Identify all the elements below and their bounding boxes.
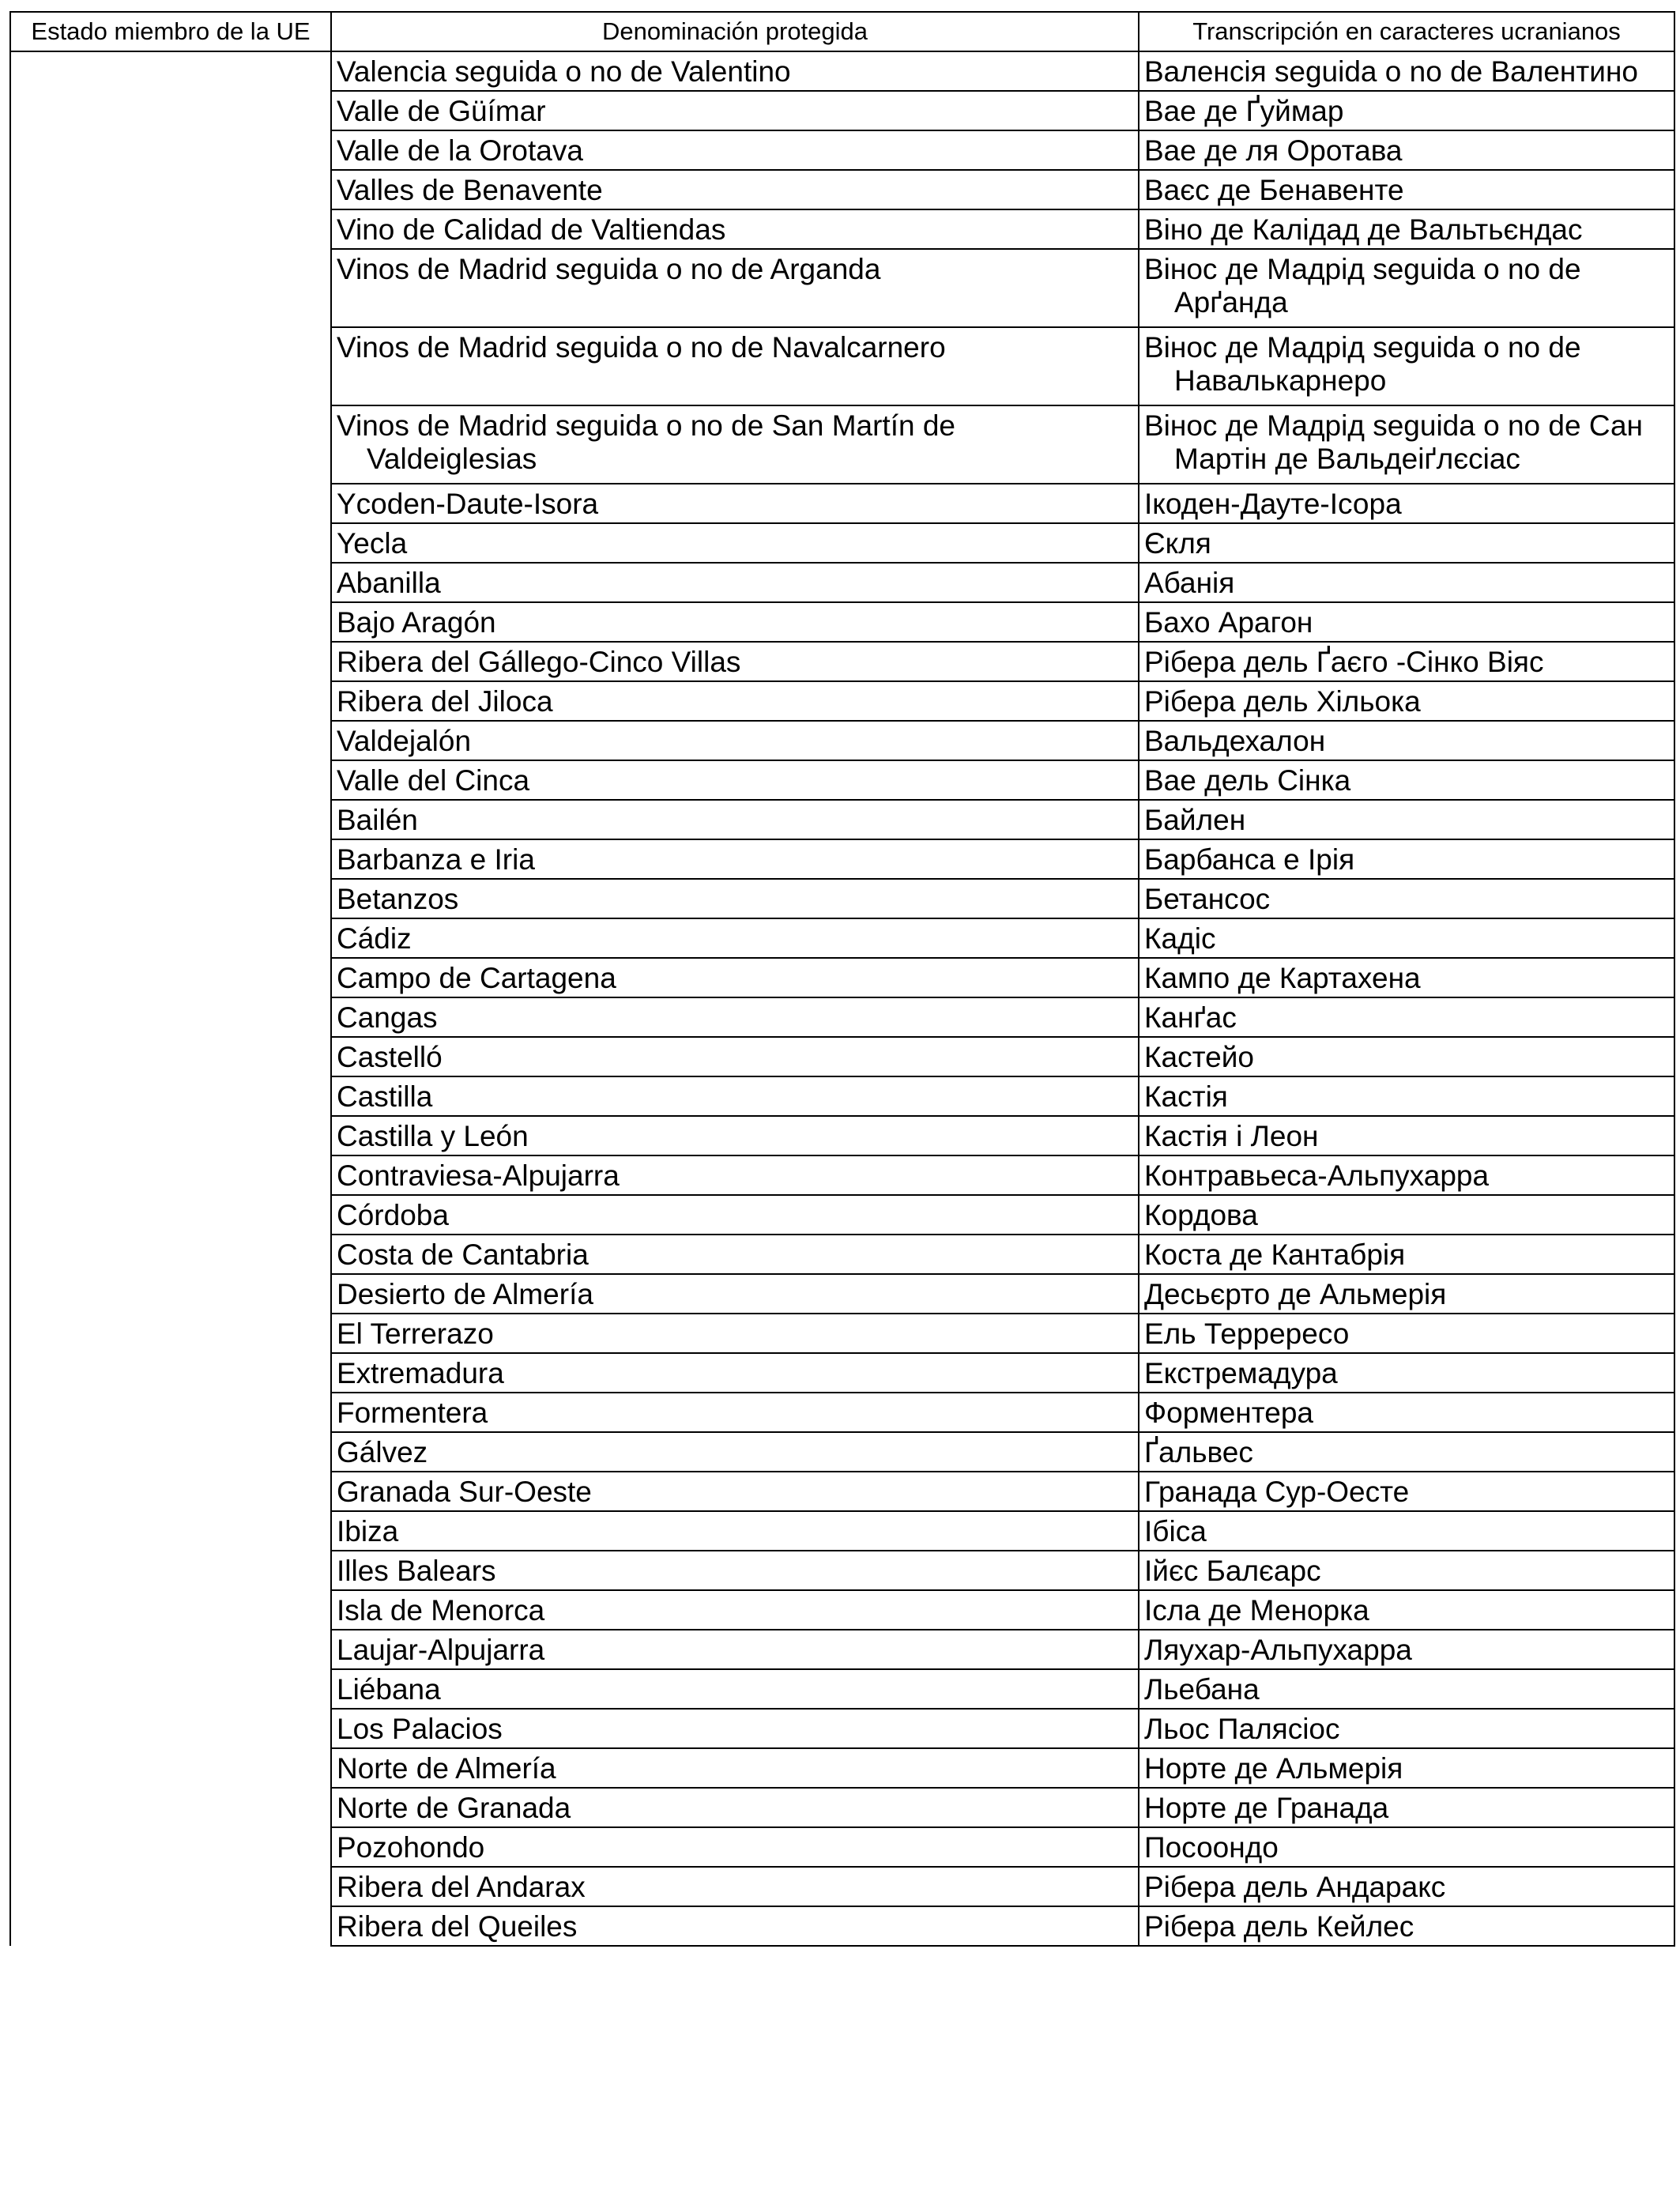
protected-name-cell	[331, 130, 1139, 170]
ukrainian-transcription-text: Льебана	[1144, 1673, 1260, 1706]
protected-name-text: Valdejalón	[337, 725, 472, 757]
ukrainian-transcription-cell	[1139, 209, 1674, 249]
ukrainian-transcription-text: Бахо Арагон	[1144, 606, 1313, 639]
protected-name-cell	[331, 839, 1139, 879]
protected-name-cell	[331, 760, 1139, 800]
protected-name-cell	[331, 1235, 1139, 1274]
protected-name-text: Castelló	[337, 1041, 443, 1073]
ukrainian-transcription-cell	[1139, 760, 1674, 800]
ukrainian-transcription-text: Ісла де Менорка	[1144, 1594, 1369, 1627]
ukrainian-transcription-cell	[1139, 1076, 1674, 1116]
protected-name-text: Granada Sur-Oeste	[337, 1476, 592, 1508]
ukrainian-transcription-text: Кадіс	[1144, 922, 1216, 955]
protected-name-text: Extremadura	[337, 1357, 504, 1389]
protected-name-cell	[331, 1393, 1139, 1432]
ukrainian-transcription-cell	[1139, 1788, 1674, 1827]
protected-name-cell	[331, 1353, 1139, 1393]
header-protected-name: Denominación protegida	[331, 12, 1139, 51]
ukrainian-transcription-text: Десьєрто де Альмерія	[1144, 1278, 1447, 1310]
ukrainian-transcription-cell	[1139, 1669, 1674, 1709]
ukrainian-transcription-cell	[1139, 563, 1674, 602]
ukrainian-transcription-cell	[1139, 1906, 1674, 1946]
ukrainian-transcription-cell	[1139, 51, 1674, 91]
protected-name-text: Córdoba	[337, 1199, 449, 1231]
ukrainian-transcription-text: Рібера дель Ґаєго -Сінко Віяс	[1144, 646, 1544, 678]
protected-name-text: Pozohondo	[337, 1831, 485, 1864]
ukrainian-transcription-text: Валенсія seguida o no de Валентино	[1144, 55, 1638, 88]
protected-name-text: Ibiza	[337, 1515, 399, 1547]
ukrainian-transcription-text: Вінос де Мадрід seguida o no de Навалькарнеро	[1144, 331, 1581, 397]
protected-name-text: Gálvez	[337, 1436, 428, 1468]
ukrainian-transcription-cell	[1139, 249, 1674, 327]
ukrainian-transcription-text: Норте де Гранада	[1144, 1792, 1389, 1824]
ukrainian-transcription-cell	[1139, 1155, 1674, 1195]
table-body	[10, 51, 1674, 1946]
protected-name-cell	[331, 1432, 1139, 1472]
ukrainian-transcription-text: Ікоден-Дауте-Ісора	[1144, 488, 1402, 520]
ukrainian-transcription-text: Абанія	[1144, 567, 1235, 599]
ukrainian-transcription-cell	[1139, 523, 1674, 563]
ukrainian-transcription-text: Кастія і Леон	[1144, 1120, 1319, 1152]
ukrainian-transcription-cell	[1139, 1827, 1674, 1867]
ukrainian-transcription-text: Гранада Сур-Оесте	[1144, 1476, 1410, 1508]
protected-name-cell	[331, 1590, 1139, 1630]
protected-name-cell	[331, 1906, 1139, 1946]
denominations-table	[9, 11, 1675, 1947]
protected-name-text: Valle del Cinca	[337, 764, 530, 797]
ukrainian-transcription-text: Екстремадура	[1144, 1357, 1338, 1389]
protected-name-text: Valles de Benavente	[337, 174, 603, 206]
protected-name-cell	[331, 563, 1139, 602]
ukrainian-transcription-cell	[1139, 681, 1674, 721]
ukrainian-transcription-cell	[1139, 918, 1674, 958]
protected-name-cell	[331, 1472, 1139, 1511]
ukrainian-transcription-text: Вінос де Мадрід seguida o no de Сан Мартін де Вальдеіґлєсіас	[1144, 409, 1643, 475]
protected-name-text: El Terrerazo	[337, 1318, 494, 1350]
ukrainian-transcription-cell	[1139, 484, 1674, 523]
protected-name-cell	[331, 51, 1139, 91]
member-state-cell	[10, 51, 331, 1946]
ukrainian-transcription-text: Кастейо	[1144, 1041, 1254, 1073]
protected-name-text: Valle de la Orotava	[337, 134, 583, 167]
protected-name-cell	[331, 721, 1139, 760]
protected-name-text: Vinos de Madrid seguida o no de Navalcarnero	[337, 331, 946, 364]
ukrainian-transcription-cell	[1139, 1195, 1674, 1235]
ukrainian-transcription-cell	[1139, 1709, 1674, 1748]
protected-name-text: Bajo Aragón	[337, 606, 496, 639]
document-page	[9, 11, 1674, 1947]
ukrainian-transcription-cell	[1139, 1116, 1674, 1155]
protected-name-cell	[331, 642, 1139, 681]
ukrainian-transcription-text: Коста де Кантабрія	[1144, 1238, 1406, 1271]
ukrainian-transcription-cell	[1139, 91, 1674, 130]
ukrainian-transcription-text: Бетансос	[1144, 883, 1271, 915]
protected-name-cell	[331, 1788, 1139, 1827]
protected-name-text: Vino de Calidad de Valtiendas	[337, 213, 726, 246]
protected-name-text: Barbanza e Iria	[337, 843, 535, 876]
protected-name-cell	[331, 918, 1139, 958]
ukrainian-transcription-cell	[1139, 958, 1674, 997]
protected-name-cell	[331, 681, 1139, 721]
ukrainian-transcription-text: Посоондо	[1144, 1831, 1279, 1864]
header-member-state: Estado miembro de la UE	[10, 12, 331, 51]
ukrainian-transcription-text: Рібера дель Кейлес	[1144, 1910, 1414, 1943]
protected-name-cell	[331, 249, 1139, 327]
ukrainian-transcription-cell	[1139, 1235, 1674, 1274]
ukrainian-transcription-cell	[1139, 130, 1674, 170]
ukrainian-transcription-cell	[1139, 1274, 1674, 1314]
protected-name-cell	[331, 1155, 1139, 1195]
protected-name-text: Ribera del Jiloca	[337, 685, 553, 718]
header-row	[10, 12, 1674, 51]
protected-name-text: Vinos de Madrid seguida o no de Arganda	[337, 253, 881, 285]
protected-name-cell	[331, 800, 1139, 839]
protected-name-text: Vinos de Madrid seguida o no de San Martín de Valdeiglesias	[337, 409, 955, 475]
ukrainian-transcription-text: Льос Палясіос	[1144, 1713, 1340, 1745]
protected-name-text: Los Palacios	[337, 1713, 503, 1745]
protected-name-text: Norte de Granada	[337, 1792, 571, 1824]
ukrainian-transcription-cell	[1139, 1551, 1674, 1590]
protected-name-cell	[331, 1669, 1139, 1709]
protected-name-cell	[331, 523, 1139, 563]
ukrainian-transcription-text: Ійєс Балєарс	[1144, 1555, 1321, 1587]
protected-name-text: Betanzos	[337, 883, 459, 915]
ukrainian-transcription-text: Ваєс де Бенавенте	[1144, 174, 1404, 206]
ukrainian-transcription-text: Вае дель Сінка	[1144, 764, 1351, 797]
ukrainian-transcription-cell	[1139, 839, 1674, 879]
ukrainian-transcription-text: Ібіса	[1144, 1515, 1207, 1547]
protected-name-text: Cangas	[337, 1001, 438, 1034]
protected-name-text: Contraviesa-Alpujarra	[337, 1159, 620, 1192]
protected-name-cell	[331, 879, 1139, 918]
ukrainian-transcription-text: Вінос де Мадрід seguida o no de Арґанда	[1144, 253, 1581, 319]
protected-name-text: Castilla y León	[337, 1120, 529, 1152]
protected-name-cell	[331, 1709, 1139, 1748]
header-ukrainian-transcription: Transcripción en caracteres ucranianos	[1139, 12, 1674, 51]
ukrainian-transcription-text: Ґальвес	[1144, 1436, 1253, 1468]
protected-name-text: Campo de Cartagena	[337, 962, 616, 994]
ukrainian-transcription-cell	[1139, 1590, 1674, 1630]
ukrainian-transcription-cell	[1139, 800, 1674, 839]
ukrainian-transcription-text: Канґас	[1144, 1001, 1237, 1034]
table-row	[10, 51, 1674, 91]
ukrainian-transcription-text: Кордова	[1144, 1199, 1258, 1231]
ukrainian-transcription-cell	[1139, 602, 1674, 642]
protected-name-text: Yecla	[337, 527, 408, 560]
protected-name-cell	[331, 1630, 1139, 1669]
protected-name-cell	[331, 958, 1139, 997]
protected-name-cell	[331, 997, 1139, 1037]
protected-name-cell	[331, 1511, 1139, 1551]
ukrainian-transcription-text: Байлен	[1144, 804, 1246, 836]
protected-name-text: Illes Balears	[337, 1555, 496, 1587]
protected-name-text: Costa de Cantabria	[337, 1238, 589, 1271]
protected-name-text: Castilla	[337, 1080, 433, 1113]
ukrainian-transcription-text: Форментера	[1144, 1397, 1313, 1429]
protected-name-cell	[331, 209, 1139, 249]
ukrainian-transcription-cell	[1139, 1314, 1674, 1353]
protected-name-cell	[331, 1037, 1139, 1076]
ukrainian-transcription-text: Віно де Калідад де Вальтьєндас	[1144, 213, 1583, 246]
ukrainian-transcription-cell	[1139, 642, 1674, 681]
ukrainian-transcription-cell	[1139, 170, 1674, 209]
protected-name-cell	[331, 1551, 1139, 1590]
ukrainian-transcription-cell	[1139, 1867, 1674, 1906]
ukrainian-transcription-cell	[1139, 721, 1674, 760]
protected-name-text: Valle de Güímar	[337, 95, 546, 127]
ukrainian-transcription-cell	[1139, 1432, 1674, 1472]
ukrainian-transcription-text: Норте де Альмерія	[1144, 1752, 1403, 1785]
ukrainian-transcription-text: Кампо де Картахена	[1144, 962, 1421, 994]
protected-name-text: Liébana	[337, 1673, 441, 1706]
protected-name-cell	[331, 1827, 1139, 1867]
protected-name-cell	[331, 1748, 1139, 1788]
protected-name-cell	[331, 405, 1139, 484]
protected-name-cell	[331, 1314, 1139, 1353]
ukrainian-transcription-cell	[1139, 1353, 1674, 1393]
ukrainian-transcription-cell	[1139, 405, 1674, 484]
ukrainian-transcription-cell	[1139, 997, 1674, 1037]
ukrainian-transcription-cell	[1139, 1630, 1674, 1669]
ukrainian-transcription-cell	[1139, 1037, 1674, 1076]
ukrainian-transcription-text: Вае де Ґуймар	[1144, 95, 1344, 127]
protected-name-text: Isla de Menorca	[337, 1594, 545, 1627]
ukrainian-transcription-text: Кастія	[1144, 1080, 1228, 1113]
protected-name-text: Ribera del Gállego-Cinco Villas	[337, 646, 741, 678]
protected-name-text: Norte de Almería	[337, 1752, 556, 1785]
ukrainian-transcription-text: Вае де ля Оротава	[1144, 134, 1403, 167]
ukrainian-transcription-cell	[1139, 1393, 1674, 1432]
protected-name-cell	[331, 1116, 1139, 1155]
protected-name-text: Formentera	[337, 1397, 488, 1429]
ukrainian-transcription-cell	[1139, 1472, 1674, 1511]
ukrainian-transcription-text: Ляухар-Альпухарра	[1144, 1634, 1412, 1666]
ukrainian-transcription-cell	[1139, 1748, 1674, 1788]
protected-name-text: Ribera del Queiles	[337, 1910, 578, 1943]
ukrainian-transcription-text: Ель Террересо	[1144, 1318, 1350, 1350]
ukrainian-transcription-text: Вальдехалон	[1144, 725, 1326, 757]
ukrainian-transcription-text: Контравьеса-Альпухарра	[1144, 1159, 1490, 1192]
protected-name-cell	[331, 1195, 1139, 1235]
protected-name-text: Abanilla	[337, 567, 441, 599]
protected-name-text: Desierto de Almería	[337, 1278, 593, 1310]
protected-name-text: Ribera del Andarax	[337, 1871, 586, 1903]
protected-name-cell	[331, 91, 1139, 130]
protected-name-cell	[331, 602, 1139, 642]
protected-name-cell	[331, 1076, 1139, 1116]
ukrainian-transcription-cell	[1139, 879, 1674, 918]
ukrainian-transcription-text: Єкля	[1144, 527, 1211, 560]
protected-name-text: Bailén	[337, 804, 418, 836]
protected-name-text: Valencia seguida o no de Valentino	[337, 55, 791, 88]
ukrainian-transcription-text: Рібера дель Андаракс	[1144, 1871, 1446, 1903]
protected-name-text: Cádiz	[337, 922, 412, 955]
protected-name-text: Laujar-Alpujarra	[337, 1634, 545, 1666]
ukrainian-transcription-text: Барбанса е Ірія	[1144, 843, 1355, 876]
protected-name-cell	[331, 170, 1139, 209]
ukrainian-transcription-text: Рібера дель Хільока	[1144, 685, 1421, 718]
protected-name-cell	[331, 1867, 1139, 1906]
protected-name-cell	[331, 327, 1139, 405]
ukrainian-transcription-cell	[1139, 327, 1674, 405]
protected-name-cell	[331, 1274, 1139, 1314]
protected-name-text: Ycoden-Daute-Isora	[337, 488, 599, 520]
ukrainian-transcription-cell	[1139, 1511, 1674, 1551]
protected-name-cell	[331, 484, 1139, 523]
